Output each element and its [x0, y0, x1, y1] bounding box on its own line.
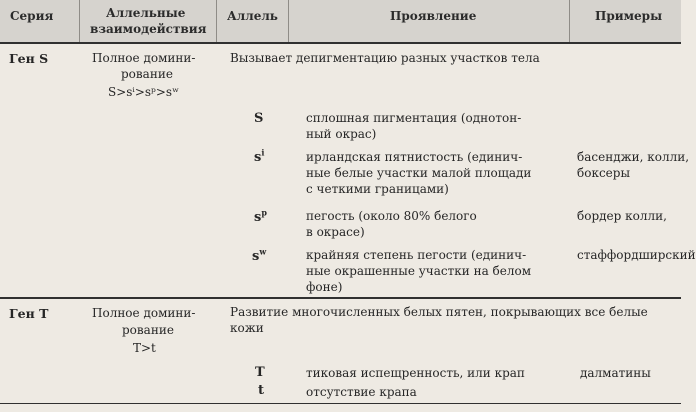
gene-t-dominance-order: T>t	[133, 341, 156, 355]
gene-t-effect-line1: Развитие многочисленных белых пятен, покрывающих все белые	[230, 305, 648, 319]
allele-description: ный окрас)	[306, 127, 377, 141]
allele-description: фоне)	[306, 280, 343, 294]
allele-symbol: $s^p$	[254, 207, 267, 225]
header-manifestation: Проявление	[390, 9, 477, 23]
gene-s-effect: Вызывает депигментацию разных участков тела	[230, 51, 540, 65]
allele-description: ные белые участки малой площади	[306, 166, 532, 180]
gene-s-name: Ген S	[9, 51, 49, 66]
header-divider	[216, 0, 217, 42]
allele-symbol: T	[255, 365, 265, 380]
allele-example: далматины	[580, 366, 651, 380]
gene-s-dominance-order: S>sⁱ>sᵖ>sʷ	[108, 85, 180, 99]
header-series: Серия	[10, 9, 54, 23]
header-interactions-line2: взаимодействия	[90, 22, 207, 36]
allele-symbol: $s^w$	[252, 246, 267, 264]
header-divider	[569, 0, 570, 42]
gene-t-effect-line2: кожи	[230, 321, 264, 335]
allele-description: в окрасе)	[306, 225, 365, 239]
allele-description: ирландская пятнистость (единич-	[306, 150, 523, 164]
allele-description: отсутствие крапа	[306, 385, 417, 399]
allele-description: крайняя степень пегости (единич-	[306, 248, 527, 262]
allele-example: стаффордширский	[577, 248, 696, 262]
allele-example: басенджи, колли,	[577, 150, 690, 164]
allele-description: с четкими границами)	[306, 182, 449, 196]
header-allele: Аллель	[227, 9, 278, 23]
gene-t-interaction-line2: рование	[122, 323, 174, 337]
header-divider	[288, 0, 289, 42]
allele-example: боксеры	[577, 166, 631, 180]
allele-description: тиковая испещренность, или крап	[306, 366, 525, 380]
section-rule	[0, 297, 681, 299]
allele-example: бордер колли,	[577, 209, 667, 223]
gene-s-interaction-line2: рование	[121, 67, 173, 81]
allele-symbol: t	[258, 383, 265, 398]
allele-symbol: S	[254, 111, 264, 126]
allele-description: сплошная пигментация (однотон-	[306, 111, 522, 125]
header-divider	[79, 0, 80, 42]
gene-t-interaction-line1: Полное домини-	[92, 306, 196, 320]
allele-description: ные окрашенные участки на белом	[306, 264, 532, 278]
allele-symbol: $s^i$	[254, 147, 265, 165]
header-examples: Примеры	[595, 9, 663, 23]
gene-s-interaction-line1: Полное домини-	[92, 51, 196, 65]
header-rule	[0, 42, 681, 44]
gene-t-name: Ген Т	[9, 306, 49, 321]
allele-description: пегость (около 80% белого	[306, 209, 477, 223]
header-interactions-line1: Аллельные	[106, 6, 186, 20]
table-bottom-rule	[0, 403, 681, 404]
